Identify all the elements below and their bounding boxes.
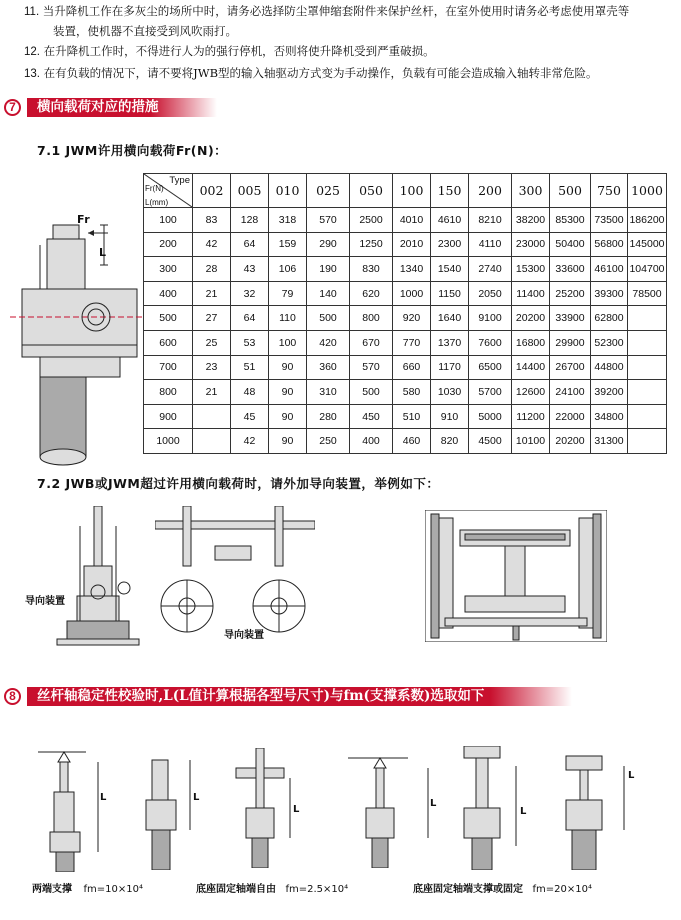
load-value-cell: 79 [269,281,307,306]
load-value-cell: 1250 [350,232,393,257]
row-length-cell: 600 [144,330,193,355]
load-value-cell: 1150 [431,281,469,306]
load-value-cell: 250 [307,429,350,454]
note-12: 12. 在升降机工作时，不得进行人为的强行停机，否则将使升降机受到严重破损。 [24,44,435,58]
load-value-cell: 670 [350,330,393,355]
support-diagram-2 [140,750,205,870]
note-11: 11. 当升降机工作在多灰尘的场所中时，请务必选择防尘罩伸缩套附件来保护丝杆，在室外使用时请务必考虑使用罩壳等 [24,4,630,18]
load-value-cell: 33900 [550,306,591,331]
load-value-cell: 23 [193,355,231,380]
load-value-cell: 10100 [512,429,550,454]
load-value-cell: 39200 [591,380,628,405]
guide-label-1: 导向装置 [25,596,65,607]
load-value-cell: 920 [393,306,431,331]
support-diagram-3 [228,748,298,868]
load-value-cell: 910 [431,404,469,429]
table-header-row [144,174,667,208]
load-value-cell: 2010 [393,232,431,257]
load-value-cell: 43 [231,257,269,282]
load-value-cell: 1170 [431,355,469,380]
table-header: 750 [591,174,628,208]
load-value-cell [628,380,667,405]
load-value-cell: 360 [307,355,350,380]
length-label-5: L [520,806,527,817]
load-value-cell: 830 [350,257,393,282]
table-corner [144,174,193,208]
table-row [144,232,667,257]
load-value-cell: 4010 [393,208,431,233]
row-length-cell: 900 [144,404,193,429]
table-header: 005 [231,174,269,208]
load-value-cell: 64 [231,306,269,331]
force-label: Fr [77,213,91,226]
row-length-cell: 700 [144,355,193,380]
load-value-cell: 190 [307,257,350,282]
load-value-cell: 6500 [469,355,512,380]
row-length-cell: 1000 [144,429,193,454]
load-value-cell: 2740 [469,257,512,282]
load-value-cell: 106 [269,257,307,282]
load-value-cell: 110 [269,306,307,331]
load-value-cell: 318 [269,208,307,233]
load-value-cell: 100 [269,330,307,355]
length-label-1: L [100,792,107,803]
caption-both-ends: 两端支撑 fm=10×10⁴ [32,884,143,895]
table-header: 002 [193,174,231,208]
load-value-cell: 42 [231,429,269,454]
load-value-cell: 570 [307,208,350,233]
load-value-cell: 15300 [512,257,550,282]
length-label-3: L [293,804,300,815]
load-value-cell: 9100 [469,306,512,331]
load-value-cell: 48 [231,380,269,405]
guide-label-2: 导向装置 [224,630,264,641]
table-row [144,404,667,429]
load-value-cell: 29900 [550,330,591,355]
load-value-cell: 620 [350,281,393,306]
load-value-cell: 1000 [393,281,431,306]
load-value-cell: 56800 [591,232,628,257]
load-value-cell: 44800 [591,355,628,380]
table-row [144,380,667,405]
load-value-cell: 51 [231,355,269,380]
row-length-cell: 400 [144,281,193,306]
load-value-cell: 22000 [550,404,591,429]
load-value-cell [193,429,231,454]
load-value-cell: 159 [269,232,307,257]
load-value-cell: 7600 [469,330,512,355]
load-value-cell: 12600 [512,380,550,405]
load-value-cell: 128 [231,208,269,233]
load-value-cell: 280 [307,404,350,429]
table-row [144,355,667,380]
load-value-cell: 450 [350,404,393,429]
table-header: 1000 [628,174,667,208]
load-value-cell: 4110 [469,232,512,257]
table-row [144,281,667,306]
load-value-cell: 145000 [628,232,667,257]
load-value-cell: 2050 [469,281,512,306]
load-value-cell: 16800 [512,330,550,355]
row-length-cell: 800 [144,380,193,405]
load-value-cell [628,404,667,429]
load-value-cell: 46100 [591,257,628,282]
corner-l-label: L(mm) [145,198,169,207]
load-value-cell: 800 [350,306,393,331]
load-value-cell: 310 [307,380,350,405]
load-value-cell: 39300 [591,281,628,306]
load-value-cell: 83 [193,208,231,233]
load-value-cell: 140 [307,281,350,306]
guide-example-3 [425,510,607,642]
load-value-cell: 2300 [431,232,469,257]
load-value-cell: 38200 [512,208,550,233]
table-header: 050 [350,174,393,208]
corner-type-label: Type [169,175,190,186]
load-value-cell: 50400 [550,232,591,257]
load-value-cell: 510 [393,404,431,429]
load-value-cell: 11200 [512,404,550,429]
support-diagram-1 [38,742,118,872]
load-value-cell: 104700 [628,257,667,282]
load-value-cell [628,306,667,331]
load-value-cell: 64 [231,232,269,257]
length-label-6: L [628,770,635,781]
load-value-cell: 1640 [431,306,469,331]
load-value-cell: 4610 [431,208,469,233]
load-value-cell: 500 [307,306,350,331]
load-value-cell: 186200 [628,208,667,233]
load-value-cell: 4500 [469,429,512,454]
load-value-cell: 33600 [550,257,591,282]
load-value-cell: 21 [193,281,231,306]
row-length-cell: 500 [144,306,193,331]
load-value-cell: 90 [269,404,307,429]
load-value-cell: 8210 [469,208,512,233]
support-diagram-6 [552,746,642,870]
load-value-cell: 24100 [550,380,591,405]
guide-example-1 [52,506,142,656]
section8-badge: 8 [4,688,21,705]
load-value-cell: 28 [193,257,231,282]
load-value-cell: 5700 [469,380,512,405]
load-value-cell: 78500 [628,281,667,306]
load-value-cell: 1370 [431,330,469,355]
load-value-cell: 11400 [512,281,550,306]
table-header: 500 [550,174,591,208]
section7-title: 横向载荷对应的措施 [27,98,217,117]
section8-title: 丝杆轴稳定性校验时,L(L值计算根据各型号尺寸)与fm(支撑系数)选取如下 [27,687,572,706]
length-label-4: L [430,798,437,809]
load-value-cell [628,330,667,355]
load-value-cell: 62800 [591,306,628,331]
length-label: L [99,246,107,259]
table-row [144,330,667,355]
subsection-7-1: 7.1 JWM许用横向载荷Fr(N)： [37,143,228,158]
table-row [144,257,667,282]
table-header: 150 [431,174,469,208]
load-value-cell: 32 [231,281,269,306]
load-value-cell: 1540 [431,257,469,282]
load-value-cell: 90 [269,429,307,454]
caption-base-fixed-supported: 底座固定轴端支撑或固定 fm=20×10⁴ [413,884,592,895]
load-value-cell: 500 [350,380,393,405]
load-value-cell: 52300 [591,330,628,355]
load-value-cell: 570 [350,355,393,380]
table-row [144,429,667,454]
subsection-7-2: 7.2 JWB或JWM超过许用横向载荷时，请外加导向装置，举例如下： [37,476,440,491]
load-value-cell: 90 [269,380,307,405]
load-value-cell: 1030 [431,380,469,405]
length-label-2: L [193,792,200,803]
row-length-cell: 200 [144,232,193,257]
load-value-cell: 85300 [550,208,591,233]
load-value-cell: 20200 [550,429,591,454]
load-value-cell: 27 [193,306,231,331]
table-header: 300 [512,174,550,208]
row-length-cell: 100 [144,208,193,233]
load-value-cell: 820 [431,429,469,454]
load-value-cell: 2500 [350,208,393,233]
support-diagram-4 [348,748,438,868]
load-value-cell: 34800 [591,404,628,429]
load-value-cell [193,404,231,429]
load-value-cell: 14400 [512,355,550,380]
lateral-load-table [143,173,667,454]
table-header: 025 [307,174,350,208]
load-value-cell: 580 [393,380,431,405]
load-value-cell: 25200 [550,281,591,306]
load-value-cell: 21 [193,380,231,405]
load-value-cell: 20200 [512,306,550,331]
load-value-cell: 31300 [591,429,628,454]
load-value-cell [628,429,667,454]
load-value-cell: 53 [231,330,269,355]
load-value-cell: 5000 [469,404,512,429]
note-13: 13. 在有负载的情况下，请不要将JWB型的输入轴驱动方式变为手动操作，负载有可能会造成输入轴转非常危险。 [24,66,598,80]
load-value-cell [628,355,667,380]
section7-badge: 7 [4,99,21,116]
table-header: 100 [393,174,431,208]
table-header: 010 [269,174,307,208]
jack-side-drawing [10,205,145,470]
row-length-cell: 300 [144,257,193,282]
load-value-cell: 26700 [550,355,591,380]
load-value-cell: 290 [307,232,350,257]
load-value-cell: 45 [231,404,269,429]
load-value-cell: 460 [393,429,431,454]
support-diagram-5 [450,746,530,870]
load-value-cell: 660 [393,355,431,380]
caption-base-fixed-free: 底座固定轴端自由 fm=2.5×10⁴ [196,884,349,895]
note-11-cont: 装置，使机器不直接受到风吹雨打。 [53,24,237,38]
load-value-cell: 420 [307,330,350,355]
load-value-cell: 23000 [512,232,550,257]
table-row [144,306,667,331]
table-row [144,208,667,233]
load-value-cell: 770 [393,330,431,355]
load-value-cell: 25 [193,330,231,355]
load-value-cell: 42 [193,232,231,257]
load-value-cell: 73500 [591,208,628,233]
load-value-cell: 400 [350,429,393,454]
load-value-cell: 1340 [393,257,431,282]
table-header: 200 [469,174,512,208]
load-value-cell: 90 [269,355,307,380]
corner-fr-label: Fr(N) [145,184,164,193]
